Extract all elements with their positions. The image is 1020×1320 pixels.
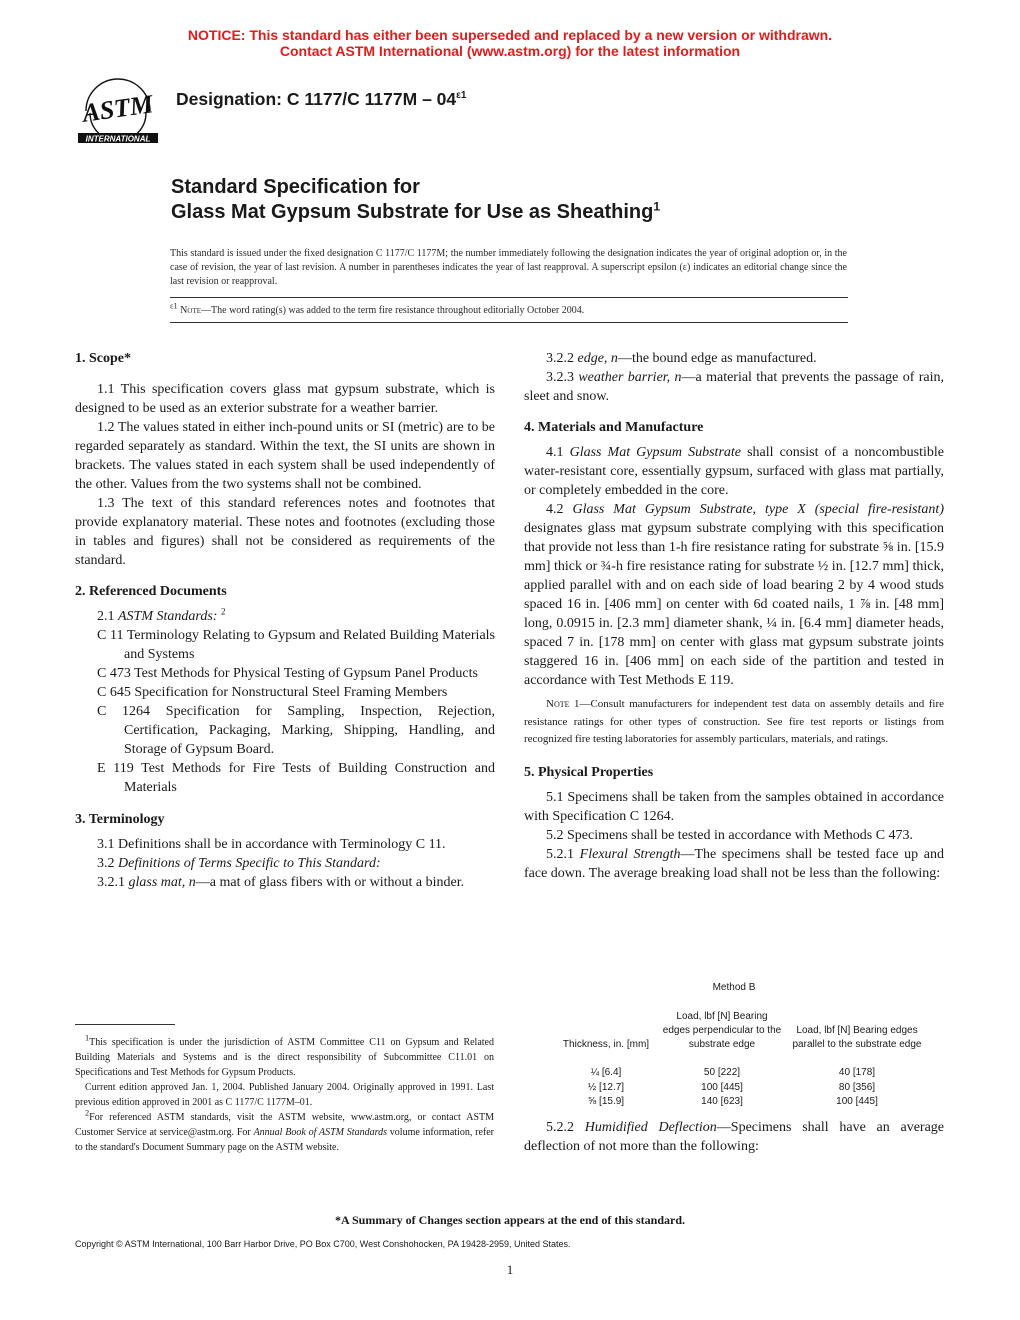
paragraph-5-2-2-num: 5.2.2 [546,1120,574,1135]
term-glass-mat-gypsum-substrate: Glass Mat Gypsum Substrate [569,445,742,460]
section-heading-terminology: 3. Terminology [75,812,165,827]
paragraph-3-2-num: 3.2 [97,856,115,871]
paragraph-2-1-num: 2.1 [97,609,115,624]
title-line-2: Glass Mat Gypsum Substrate for Use as Sheathing [171,201,654,223]
paragraph-3-2-3 [524,368,944,406]
table-cell: 80 [356] [838,1081,876,1093]
footnote-1-text: This specification is under the jurisdiction of ASTM Committee C11 on Gypsum and Related Building Materials and Systems and is the direct responsibility of Subcommittee C11.01 on Specifications and Test Methods for Gypsum Products. [75,1037,494,1078]
paragraph-1-3: 1.3 The text of this standard references notes and footnotes that provide explanatory material. These notes and footnotes (excluding those in tables and figures) shall not be considered as requirements of the standard. [75,496,495,568]
table-header-parallel: Load, lbf [N] Bearing edges parallel to the substrate edge [792,1025,922,1050]
header-rule-bottom [170,322,848,323]
paragraph-2-1-ref: 2 [220,606,226,617]
paragraph-3-1: 3.1 Definitions shall be in accordance with Terminology C 11. [97,837,446,852]
term-edge: edge, n [577,351,618,366]
flexural-strength-table [554,1010,928,1110]
footnote-2-italic: Annual Book of ASTM Standards [253,1127,387,1138]
notice-line-2: Contact ASTM International (www.astm.org) for the latest information [279,43,741,59]
ref-doc-c1264: C 1264 Specification for Sampling, Inspection, Rejection, Certification, Packaging, Marking, Shipping, Handling, and Storage of Gypsum Board. [97,704,495,757]
paragraph-3-2-1-text: —a mat of glass fibers with or without a binder. [195,875,465,890]
paragraph-3-2-3-num: 3.2.3 [546,370,574,385]
left-column [75,349,495,892]
section-heading-referenced: 2. Referenced Documents [75,584,227,599]
footnote-2 [75,1110,494,1155]
editorial-note-text: —The word rating(s) was added to the term fire resistance throughout editorially October 2004. [201,305,585,316]
paragraph-5-2-1-num: 5.2.1 [546,846,574,862]
paragraph-4-1-num: 4.1 [546,445,564,460]
header-rule-top [170,297,848,298]
table-cell: 100 [445] [836,1096,878,1107]
term-flexural-strength: Flexural Strength [579,846,681,862]
document-title [171,175,660,225]
paragraph-5-1: 5.1 Specimens shall be taken from the samples obtained in accordance with Specification C 1264. [524,789,944,824]
designation-superscript: ε1 [456,90,467,102]
table-cell: ⅝ [15.9] [587,1096,625,1107]
table-cell: ¼ [6.4] [590,1067,622,1078]
table-row [554,1066,928,1081]
designation-label: Designation: C 1177/C 1177M – 04 [176,89,457,109]
ref-doc-c11: C 11 Terminology Relating to Gypsum and Related Building Materials and Systems [97,628,495,662]
table-cell: 100 [445] [701,1081,743,1093]
ref-doc-c645: C 645 Specification for Nonstructural Steel Framing Members [97,685,448,700]
astm-logo [76,73,160,151]
note-1 [524,696,944,749]
title-footnote-ref: 1 [653,199,661,214]
footnote-2-mark: 2 [85,1108,90,1118]
table-cell: 50 [222] [703,1067,741,1078]
editorial-note-label: Note [180,305,202,316]
table-cell: 40 [178] [838,1067,876,1078]
editorial-note-mark: ε1 [170,301,178,311]
paragraph-2-1-title: ASTM Standards: [118,609,218,624]
footnote-2-text-b: volume information, refer to the standard's Document Summary page on the ASTM website. [75,1127,494,1153]
term-humidified-deflection: Humidified Deflection [584,1120,717,1135]
section-heading-materials: 4. Materials and Manufacture [524,420,704,435]
paragraph-2-1 [75,607,495,626]
paragraph-4-2 [524,500,944,690]
right-column [524,349,944,883]
note-1-label: Note 1 [546,698,580,710]
table-cell: ½ [12.7] [587,1081,625,1093]
editorial-note [170,301,585,316]
copyright: Copyright © ASTM International, 100 Barr Harbor Drive, PO Box C700, West Conshohocken, PA 19428-2959, United States. [75,1239,571,1249]
paragraph-3-2-1-num: 3.2.1 [97,875,125,890]
term-weather-barrier: weather barrier, n [578,370,682,385]
paragraph-5-2: 5.2 Specimens shall be tested in accordance with Methods C 473. [546,827,914,843]
title-line-1: Standard Specification for [171,176,420,198]
paragraph-5-2-1-text: —The specimens shall be tested face up and face down. The average breaking load shall not be less than the following: [524,846,944,881]
footnote-rule [75,1024,175,1025]
footnote-1 [75,1035,494,1080]
paragraph-3-2-title: Definitions of Terms Specific to This Standard: [118,856,381,871]
summary-of-changes-note: *A Summary of Changes section appears at the end of this standard. [334,1213,686,1227]
footnote-1-continued: Current edition approved Jan. 1, 2004. Published January 2004. Originally approved in 1991. Last previous edition approved in 2001 as C 1177/C 1177M–01. [75,1082,494,1108]
paragraph-1-1: 1.1 This specification covers glass mat gypsum substrate, which is designed to be used as an exterior substrate for a weather barrier. [75,382,495,416]
paragraph-5-2-2-text: —Specimens shall have an average deflection of not more than the following: [524,1120,945,1154]
paragraph-3-2-2-num: 3.2.2 [546,351,574,366]
withdrawn-notice [0,27,1020,59]
table-row [554,1081,928,1096]
table-cell: 140 [623] [701,1096,743,1107]
issued-statement: This standard is issued under the fixed designation C 1177/C 1177M; the number immediately following the designation indicates the year of original adoption or, in the case of revision, the year of last revision. A number in parentheses indicates the year of last reapproval. A superscript epsilon (ε) indicates an editorial change since the last revision or reapproval. [170,248,847,287]
paragraph-3-2-3-text: —a material that prevents the passage of rain, sleet and snow. [524,370,944,404]
designation [176,89,466,110]
notice-line-1: NOTICE: This standard has either been superseded and replaced by a new version or withdrawn. [187,27,833,43]
footnote-1-mark: 1 [85,1033,90,1043]
section-heading-physical: 5. Physical Properties [524,764,654,780]
section-heading-scope: 1. Scope* [75,351,131,366]
paragraph-3-2 [75,854,495,873]
page-number: 1 [506,1262,514,1277]
ref-doc-e119: E 119 Test Methods for Fire Tests of Building Construction and Materials [97,761,495,795]
note-1-text: —Consult manufacturers for independent test data on assembly details and fire resistance ratings for other types of construction. See fire test reports or listings from recognized fire testing laboratories for assembly particulars, materials, and ratings. [524,698,945,745]
paragraph-1-2: 1.2 The values stated in either inch-pound units or SI (metric) are to be regarded separately as standard. Within the text, the SI units are shown in brackets. The values stated in each system shall be used independently of the other. Values from the two systems shall not be combined. [75,420,495,492]
table-row [554,1095,928,1110]
paragraph-3-2-2 [524,349,944,368]
paragraph-4-2-text: designates glass mat gypsum substrate complying with this specification that provide not less than 1-h fire resistance rating for substrate ⅝ in. [15.9 mm] thick or ¾-h fire resistance rating for substrate ½ in. [12.7 mm] thick, applied parallel with and on each side of load bearing 2 by 4 wood studs spaced 16 in. [406 mm] on center with 6d coated nails, 1 ⅞ in. [48 mm] long, 0.0915 in. [2.3 mm] diameter shank, ¼ in. [6.4 mm] diameter heads, spaced 7 in. [178 mm] on center with glass mat gypsum substrate joints staggered 16 in. [406 mm] on each side of the partition and tested in accordance with Test Methods E 119. [524,521,944,688]
footnotes [75,1035,494,1155]
ref-doc-c473: C 473 Test Methods for Physical Testing of Gypsum Panel Products [97,666,478,681]
method-label: Method B [712,982,756,993]
paragraph-4-2-num: 4.2 [546,502,564,517]
table-header-perpendicular: Load, lbf [N] Bearing edges perpendicular to the substrate edge [662,1011,782,1050]
paragraph-3-2-1 [75,873,495,892]
footnote-2-text-a: For referenced ASTM standards, visit the ASTM website, www.astm.org, or contact ASTM Customer Service at service@astm.org. For [75,1112,494,1138]
logo-letters: ASTM [80,89,155,128]
table-header-thickness: Thickness, in. [mm] [562,1039,650,1050]
logo-subtitle: INTERNATIONAL [85,134,151,144]
term-type-x: Glass Mat Gypsum Substrate, type X (special fire-resistant) [572,502,944,517]
term-glass-mat: glass mat, n [128,875,196,890]
paragraph-3-2-2-text: —the bound edge as manufactured. [617,351,817,366]
paragraph-5-2-1 [524,845,944,883]
paragraph-5-2-2 [524,1118,944,1156]
paragraph-4-1-text: shall consist of a noncombustible water-resistant core, essentially gypsum, surfaced with glass mat partially, or completely embedded in the core. [524,445,944,498]
paragraph-4-1 [524,443,944,500]
